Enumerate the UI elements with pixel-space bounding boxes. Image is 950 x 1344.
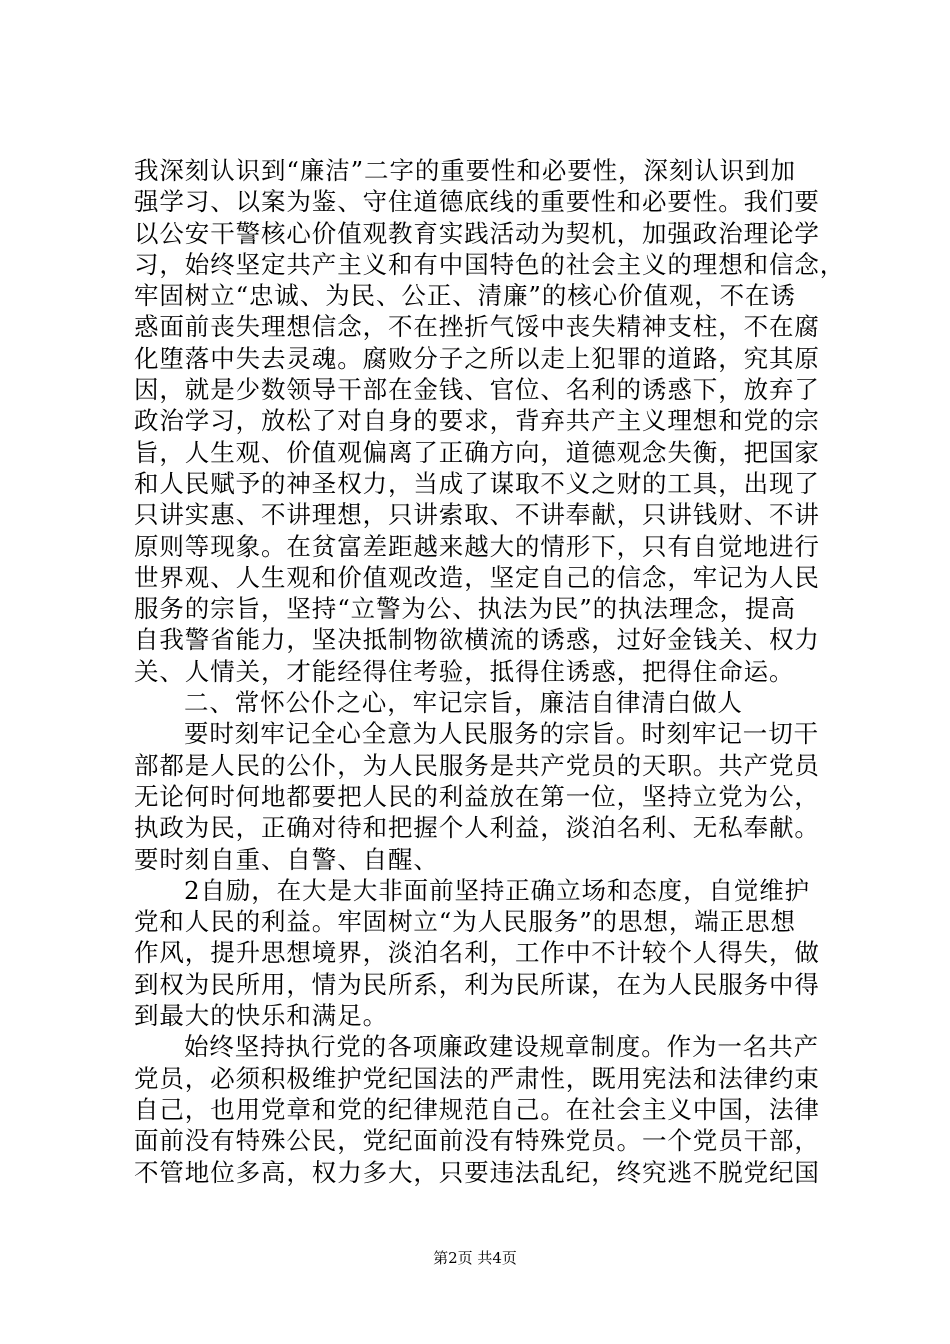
text-line: 党员，必须积极维护党纪国法的严肃性，既用宪法和法律约束 <box>134 1063 820 1093</box>
text-line: 化堕落中失去灵魂。腐败分子之所以走上犯罪的道路，究其原 <box>134 343 820 373</box>
text-line: 政治学习，放松了对自身的要求，背弃共产主义理想和党的宗 <box>134 406 820 436</box>
text-line: 要时刻牢记全心全意为人民服务的宗旨。时刻牢记一切干 <box>184 719 819 749</box>
text-line: 旨，人生观、价值观偏离了正确方向，道德观念失衡，把国家 <box>134 437 820 467</box>
text-line: 2自励，在大是大非面前坚持正确立场和态度，自觉维护 <box>184 875 811 905</box>
text-line: 作风，提升思想境界，淡泊名利，工作中不计较个人得失，做 <box>134 938 820 968</box>
text-line: 关、人情关，才能经得住考验，抵得住诱惑，把得住命运。 <box>134 656 795 686</box>
section-heading: 二、常怀公仆之心，牢记宗旨，廉洁自律清白做人 <box>184 688 743 718</box>
text-line: 始终坚持执行党的各项廉政建设规章制度。作为一名共产 <box>184 1032 819 1062</box>
text-line: 以公安干警核心价值观教育实践活动为契机，加强政治理论学 <box>134 218 820 248</box>
text-line: 无论何时何地都要把人民的利益放在第一位，坚持立党为公， <box>134 781 820 811</box>
body-text <box>134 155 846 1188</box>
text-line: 自我警省能力，坚决抵制物欲横流的诱惑，过好金钱关、权力 <box>134 625 820 655</box>
page-footer: 第2页 共4页 <box>433 1249 517 1267</box>
text-line: 服务的宗旨，坚持“立警为公、执法为民”的执法理念，提高 <box>134 594 796 624</box>
text-line: 强学习、以案为鉴、守住道德底线的重要性和必要性。我们要 <box>134 187 820 217</box>
text-line: 到最大的快乐和满足。 <box>134 1001 388 1031</box>
text-line: 和人民赋予的神圣权力，当成了谋取不义之财的工具，出现了 <box>134 468 820 498</box>
text-line: 面前没有特殊公民，党纪面前没有特殊党员。一个党员干部， <box>134 1126 820 1156</box>
text-line: 我深刻认识到“廉洁”二字的重要性和必要性，深刻认识到加 <box>134 156 796 185</box>
text-line: 世界观、人生观和价值观改造，坚定自己的信念，牢记为人民 <box>134 562 820 592</box>
text-line: 惑面前丧失理想信念，不在挫折气馁中丧失精神支柱，不在腐 <box>134 312 820 342</box>
text-line: 执政为民，正确对待和把握个人利益，淡泊名利、无私奉献。 <box>134 813 820 843</box>
text-line: 部都是人民的公仆，为人民服务是共产党员的天职。共产党员 <box>134 750 820 780</box>
text-line: 牢固树立“忠诚、为民、公正、清廉”的核心价值观，不在诱 <box>134 281 796 311</box>
text-line: 只讲实惠、不讲理想，只讲索取、不讲奉献，只讲钱财、不讲 <box>134 500 820 530</box>
text-line: 因，就是少数领导干部在金钱、官位、名利的诱惑下，放弃了 <box>134 375 820 405</box>
text-line: 原则等现象。在贫富差距越来越大的情形下，只有自觉地进行 <box>134 531 820 561</box>
text-line: 习，始终坚定共产主义和有中国特色的社会主义的理想和信念， <box>134 249 846 279</box>
text-line: 不管地位多高，权力多大，只要违法乱纪，终究逃不脱党纪国 <box>134 1157 820 1187</box>
text-line: 要时刻自重、自警、自醒、 <box>134 844 439 874</box>
text-line: 党和人民的利益。牢固树立“为人民服务”的思想，端正思想 <box>134 907 796 937</box>
text-line: 自己，也用党章和党的纪律规范自己。在社会主义中国，法律 <box>134 1094 820 1124</box>
text-line: 到权为民所用，情为民所系，利为民所谋，在为人民服务中得 <box>134 969 820 999</box>
